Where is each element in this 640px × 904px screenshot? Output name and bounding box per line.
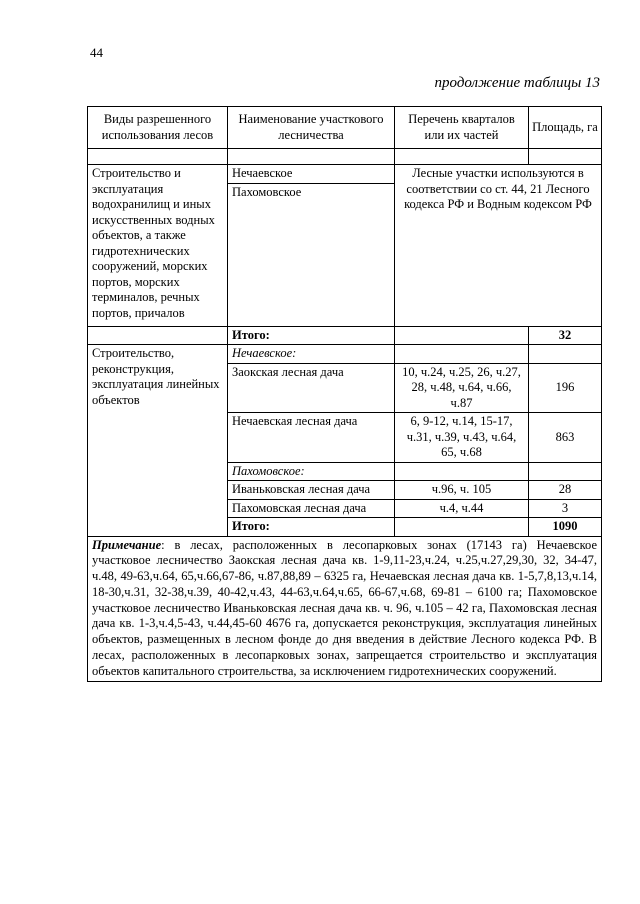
section-label: Нечаевское:	[228, 345, 395, 364]
header-area: Площадь, га	[529, 107, 602, 149]
quarters-cell: 6, 9-12, ч.14, 15-17, ч.31, ч.39, ч.43, ч.64, 65, ч.68	[395, 413, 529, 463]
forestry-name-cell: Нечаевское	[228, 165, 395, 184]
area-cell: 3	[529, 499, 602, 518]
table-header-row	[88, 107, 602, 149]
quarters-cell: ч.96, ч. 105	[395, 481, 529, 500]
use-type-cell: Строительство, реконструкция, эксплуатация линейных объектов	[88, 345, 228, 537]
empty-cell	[395, 462, 529, 481]
header-quarters: Перечень кварталов или их частей	[395, 107, 529, 149]
use-type-cell-tail	[88, 326, 228, 345]
area-cell: 28	[529, 481, 602, 500]
forestry-name-cell: Пахомовское	[228, 183, 395, 326]
total-label: Итого:	[228, 518, 395, 537]
area-cell: 196	[529, 363, 602, 413]
table-row	[88, 345, 602, 364]
section-label: Пахомовское:	[228, 462, 395, 481]
note-cell	[88, 536, 602, 681]
total-value: 1090	[529, 518, 602, 537]
total-quarters-cell	[395, 518, 529, 537]
forestry-name-cell: Заокская лесная дача	[228, 363, 395, 413]
table-13	[87, 106, 602, 682]
empty-cell	[529, 462, 602, 481]
note-row	[88, 536, 602, 681]
table-row	[88, 165, 602, 184]
quarters-cell: 10, ч.24, ч.25, 26, ч.27, 28, ч.48, ч.64, ч.66, ч.87	[395, 363, 529, 413]
note-label: Примечание	[92, 537, 162, 552]
quarters-note-cell: Лесные участки используются в соответствии со ст. 44, 21 Лесного кодекса РФ и Водным кодексом РФ	[395, 165, 602, 327]
header-use-type: Виды разрешенного использования лесов	[88, 107, 228, 149]
total-value: 32	[529, 326, 602, 345]
forestry-name-cell: Пахомовская лесная дача	[228, 499, 395, 518]
total-quarters-cell	[395, 326, 529, 345]
forestry-name-cell: Нечаевская лесная дача	[228, 413, 395, 463]
total-label: Итого:	[228, 326, 395, 345]
continuation-label: продолжение таблицы 13	[434, 75, 600, 91]
header-forestry-name: Наименование участкового лесничества	[228, 107, 395, 149]
forestry-name-cell: Иваньковская лесная дача	[228, 481, 395, 500]
use-type-cell: Строительство и эксплуатация водохранилищ и иных искусственных водных объектов, а также гидротехнических сооружений, морских портов, морских терминалов, речных портов, причалов	[88, 165, 228, 327]
spacer-row	[88, 149, 602, 165]
page-number: 44	[90, 45, 103, 60]
quarters-cell: ч.4, ч.44	[395, 499, 529, 518]
empty-cell	[529, 345, 602, 364]
area-cell: 863	[529, 413, 602, 463]
empty-cell	[395, 345, 529, 364]
note-text: : в лесах, расположенных в лесопарковых зонах (17143 га) Нечаевское участковое лесничество Заокская лесная дача кв. 1-9,11-23,ч.24, ч.25,ч.27,29,30, 32, 34-47, ч.48, 49-63,ч.64, 65,ч.66,67-86, ч.87,88,89 – 6325 га, Нечаевская лесная дача кв. 1-5,7,8,13,ч.14, 18-30,ч.31, 32-38,ч.39, 40-42,ч.43, 44-63,ч.64,ч.65, 66-67,ч.68, 69-81 – 6100 га; Пахомовское участковое лесничество Иваньковская лесная дача кв. ч. 96, ч.105 – 42 га, Пахомовская лесная дача кв. 1-3,ч.4,5-43, ч.44,45-60 4676 га, допускается реконструкция, эксплуатация линейных объектов, размещенных в лесном фонде до дня введения в действие Лесного кодекса РФ. В лесах, расположенных в лесопарковых зонах, запрещается строительство и эксплуатация объектов капитального строительства, за исключением гидротехнических сооружений.	[92, 537, 597, 678]
total-row	[88, 326, 602, 345]
